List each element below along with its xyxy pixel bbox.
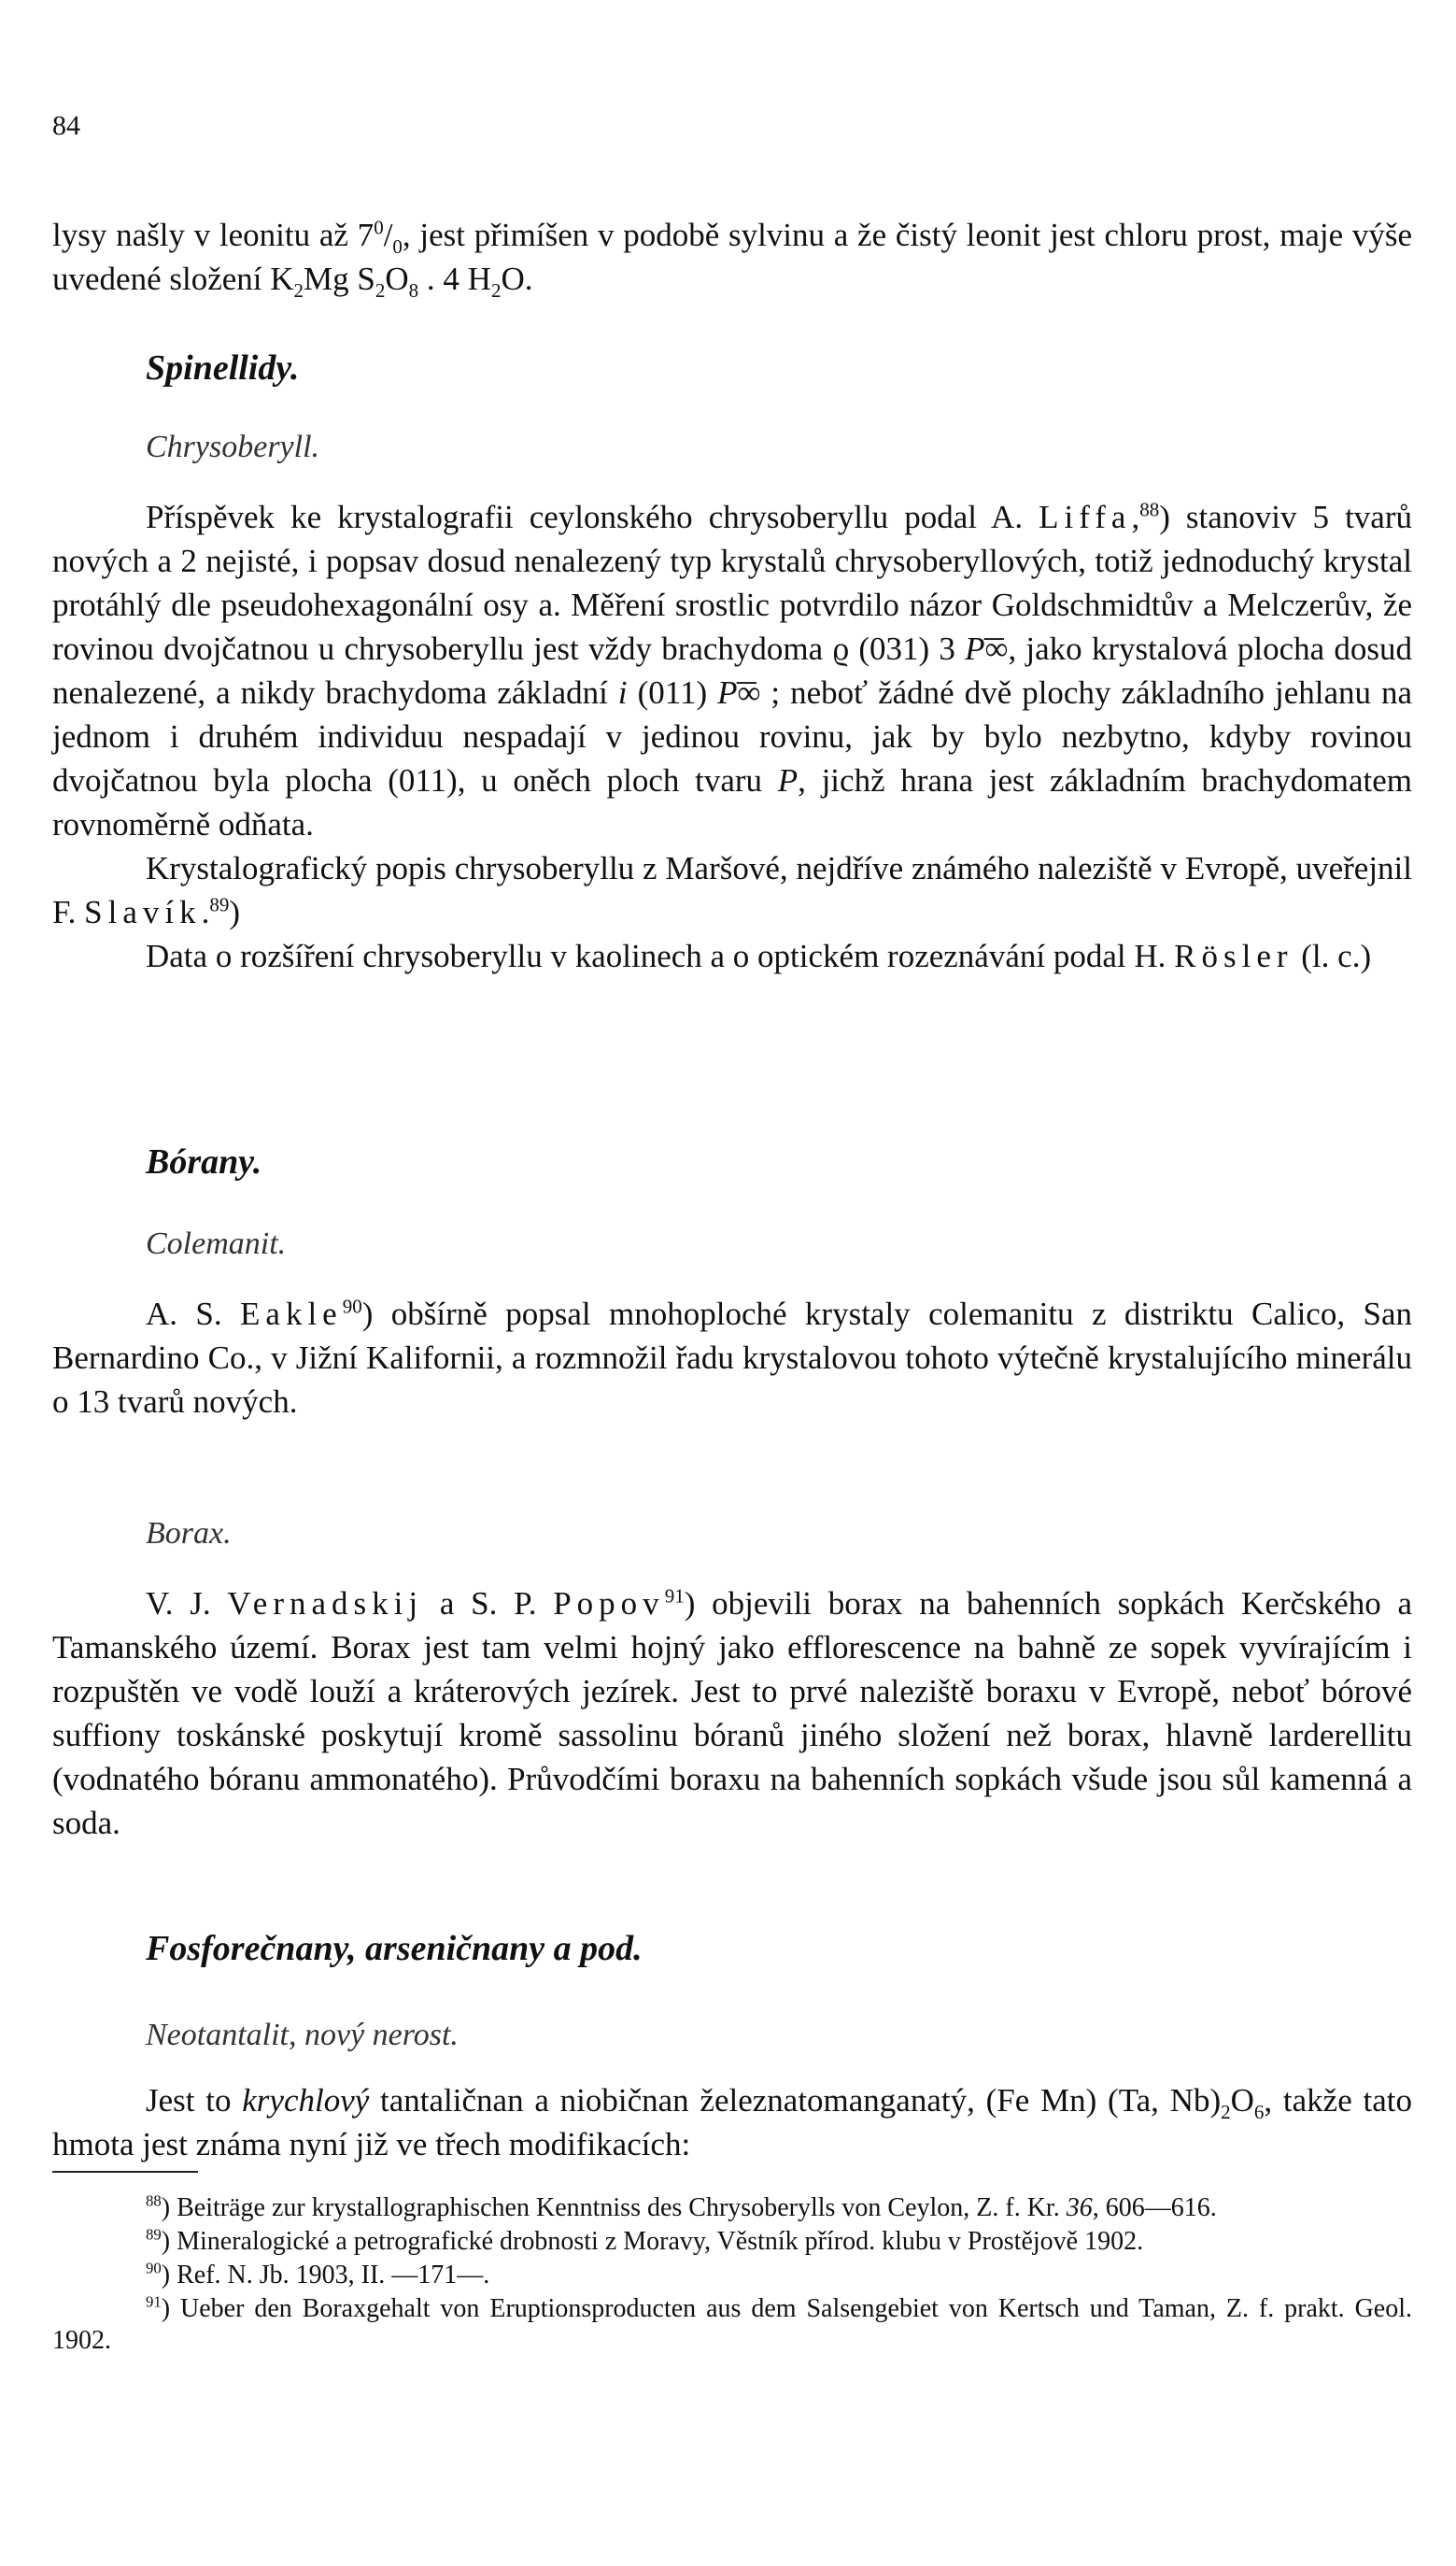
chrysoberyll-text — [52, 495, 1412, 978]
chrysoberyll-paragraph-2: Krystalografický popis chrysoberyllu z Maršové, nejdříve známého naleziště v Evropě, uveřejnil F. Slavík.$^{89}$) — [52, 850, 1412, 930]
page-number: 84 — [52, 110, 80, 141]
footnote-divider — [52, 2171, 198, 2173]
subheading-borax: Borax. — [146, 1516, 232, 1551]
neotantalit-paragraph: Jest to krychlový tantaličnan a niobičnan železnatomanganatý, (Fe Mn) (Ta, $Nb)_2O_6$, takže tato hmota jest známa nyní již ve třech modifikacích: — [52, 2082, 1412, 2162]
section-heading-borany: Bórany. — [146, 1142, 262, 1182]
subheading-neotantalit: Neotantalit, nový nerost. — [146, 2018, 459, 2052]
borax-paragraph: V. J. Vernadskij a S. P. Popov$^{91}$) objevili borax na bahenních sopkách Kerčského a Tamanského území. Borax jest tam velmi hojný jako efflorescence na bahně ze sopek vyvírajícím i rozpuštěn ve vodě louží a kráterových jezírek. Jest to prvé naleziště boraxu v Evropě, neboť bórové suffiony toskánské poskytují kromě sassolinu bóranů jiného složení než borax, hlavně larderellitu (vodnatého bóranu ammonatého). Průvodčími boraxu na bahenních sopkách všude jsou sůl kamenná a soda. — [52, 1584, 1412, 1841]
section-heading-fosforecnany: Fosforečnany, arseničnany a pod. — [146, 1929, 643, 1968]
subheading-colemanit: Colemanit. — [146, 1226, 287, 1261]
borax-text — [52, 1581, 1412, 1845]
colemanit-text — [52, 1292, 1412, 1424]
colemanit-paragraph: A. S. Eakle$^{90}$) obšírně popsal mnohoploché krystaly colemanitu z distriktu Calico, San Bernardino Co., v Jižní Kalifornii, a rozmnožil řadu krystalovou tohoto výtečně krystalujícího minerálu o 13 tvarů nových. — [52, 1295, 1412, 1420]
intro-paragraph — [52, 213, 1412, 301]
neotantalit-text — [52, 2078, 1412, 2166]
footnote-88: $^{88}$) Beiträge zur krystallographischen Kenntniss des Chrysoberylls von Ceylon, Z. f. Kr. 36, 606—616. — [146, 2191, 1217, 2222]
section-heading-spinellidy: Spinellidy. — [146, 348, 300, 388]
footnote-89: $^{89}$) Mineralogické a petrografické drobnosti z Moravy, Věstník přírod. klubu v Prostějově 1902. — [146, 2225, 1144, 2256]
footnote-91: $^{91}$) Ueber den Boraxgehalt von Eruptionsproducten aus dem Salsengebiet von Kertsch und Taman, Z. f. prakt. Geol. 1902. — [52, 2292, 1412, 2355]
intro-text: lysy našly v leonitu až $7^0/_0$, jest přimíšen v podobě sylvinu a že čistý leonit jest chloru prost, maje výše uvedené složení $K_2Mg$ $S_2O_8$ . 4 $H_2O$. — [52, 216, 1412, 302]
subheading-chrysoberyll: Chrysoberyll. — [146, 430, 320, 464]
footnotes — [52, 2192, 1412, 2359]
footnote-90: $^{90}$) Ref. N. Jb. 1903, II. —171—. — [146, 2259, 490, 2290]
chrysoberyll-paragraph-1: Příspěvek ke krystalografii ceylonského chrysoberyllu podal A. Liffa,$^{88}$) stanoviv 5 tvarů nových a 2 nejisté, i popsav dosud nenalezený typ krystalů chrysoberyllových, totiž jednoduchý krystal protáhlý dle pseudohexagonální osy a. Měření srostlic potvrdilo názor Goldschmidtův a Melczerův, že rovinou dvojčatnou u chrysoberyllu jest vždy brachydoma ϱ (031) 3 P͞∞, jako krystalová plocha dosud nenalezené, a nikdy brachydoma základní i (011) P͞∞ ; neboť žádné dvě plochy základního jehlanu na jednom i druhém individuu nespadají v jedinou rovinu, jak by bylo nezbytno, kdyby rovinou dvojčatnou byla plocha (011), u oněch ploch tvaru P, jichž hrana jest základním brachydomatem rovnoměrně odňata. — [52, 498, 1413, 843]
chrysoberyll-paragraph-3: Data o rozšíření chrysoberyllu v kaolinech a o optickém rozeznávání podal H. Rösler (l. c.) — [146, 938, 1372, 974]
